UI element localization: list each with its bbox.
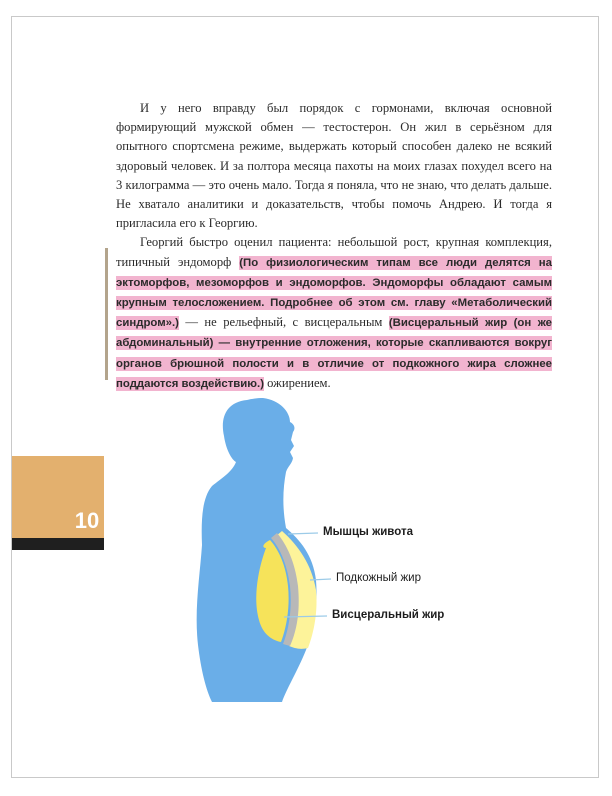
note-side-bar — [105, 248, 108, 380]
label-visceral-fat: Висцеральный жир — [332, 609, 445, 621]
highlight-endomorph-note: (По физиологическим типам все люди делятся на эктоморфов, мезоморфов и эндоморфов. Эндоморфы обладают самым крупным телосложением. Подробнее об этом см. главу «Метаболический синдром».) — [116, 256, 552, 330]
body-text — [116, 99, 552, 394]
label-abdominal-muscles: Мышцы живота — [323, 526, 413, 538]
paragraph-2-intro: Георгий быстро оценил пациента: небольшой рост, крупная комплекция, типичный эндоморф — [116, 235, 552, 269]
page-number: 10 — [74, 508, 100, 533]
highlight-visceral-note: (Висцеральный жир (он же абдоминальный) — внутренние отложения, которые скапливаются вокруг органов брюшной полости и в отличие от подкожного жира сложнее поддаются воздействию.) — [116, 317, 552, 390]
paragraph-2 — [116, 233, 552, 394]
chapter-tab-stripe — [12, 538, 104, 550]
label-subcutaneous-fat: Подкожный жир — [336, 572, 421, 584]
paragraph-1: И у него вправду был порядок с гормонами, включая основной формирующий мужской обмен — тестостерон. Он жил в серьёзном для опытного спортсмена режиме, выдержать который способен далеко не всякий здоровый человек. И за полтора месяца пахоты на моих глазах похудел всего на 3 килограмма — это очень мало. Тогда я поняла, что не знаю, что делать дальше. Не хватало аналитики и доказательств, чтобы помочь Андрею. И тогда я пригласила его к Георгию. — [116, 101, 552, 231]
leader-line-muscles — [288, 533, 318, 534]
body-fat-illustration — [180, 395, 480, 705]
paragraph-2-middle: — не рельефный, с висцеральным — [178, 315, 389, 330]
paragraph-2-end: ожирением. — [264, 375, 331, 390]
